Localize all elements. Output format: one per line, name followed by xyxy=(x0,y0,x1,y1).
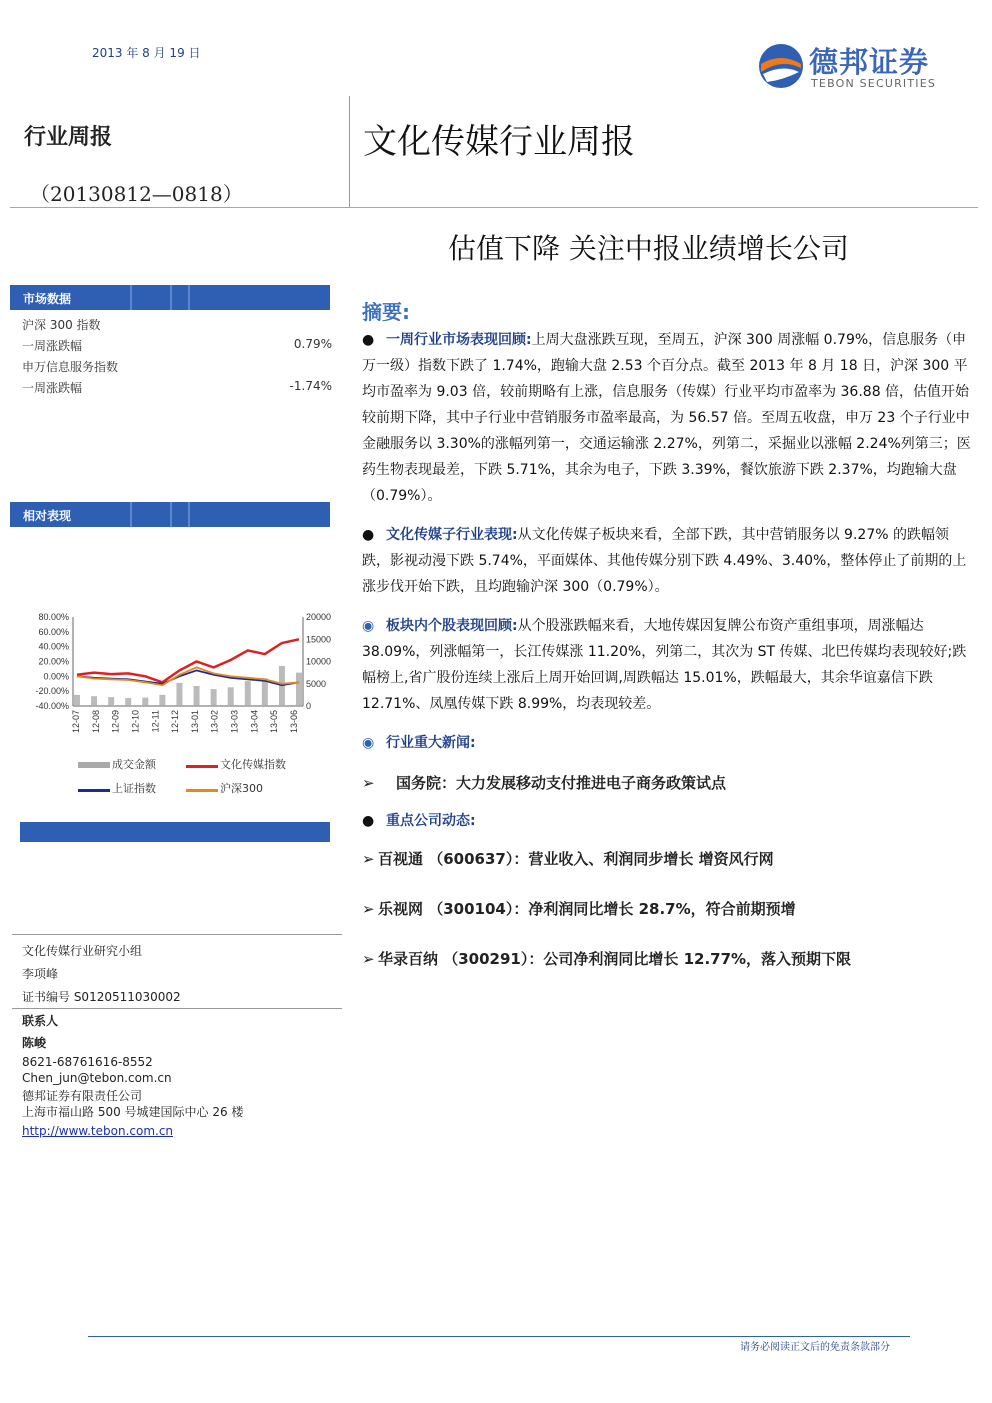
company-heading: ● 重点公司动态: xyxy=(362,813,476,829)
legend-swatch xyxy=(78,789,110,792)
paragraph-body: 上周大盘涨跌互现，至周五，沪深 300 周涨幅 0.79%，信息服务（申万一级）指数下跌了 1.74%，跑输大盘 2.53 个百分点。截至 2013 年 8 月 18 日，沪深 300 平均市盈率为 9.03 倍，较前期略有上涨，信息服务（传媒）行业平均市盈率为 36.88 倍，估值开始较前期下降，其中子行业中营销服务市盈率最高，为 56.57 倍。至周五收盘，申万 23 个子行业中金融服务以 3.30%的涨幅列第一，交通运输涨 2.27%，列第二，采掘业以涨幅 2.24%列第三；医药生物表现最差，下跌 5.71%，其余为电子，下跌 3.39%，餐饮旅游下跌 2.37%，均跑输大盘（0.79%）。 xyxy=(362,332,971,504)
chart-svg xyxy=(18,600,340,810)
logo-cn: 德邦证券 xyxy=(809,45,930,79)
y-left-tick-label: 0.00% xyxy=(43,671,69,682)
x-tick-label: 13-03 xyxy=(229,710,240,734)
market-label: 一周涨跌幅 xyxy=(22,381,83,395)
legend-swatch xyxy=(78,762,110,768)
main-title: 文化传媒行业周报 xyxy=(363,122,635,162)
paragraph-heading: 板块内个股表现回顾: xyxy=(386,618,518,634)
x-tick-label: 13-02 xyxy=(209,710,220,734)
contact-name: 陈峻 xyxy=(22,1036,47,1050)
y-left-tick-label: 60.00% xyxy=(38,626,69,637)
legend-label: 沪深300 xyxy=(220,782,263,795)
x-tick-label: 13-04 xyxy=(249,710,260,734)
x-tick-label: 12-09 xyxy=(110,710,121,734)
analyst-name: 李项峰 xyxy=(22,967,59,981)
market-label: 申万信息服务指数 xyxy=(22,360,119,374)
news-heading: ◉ 行业重大新闻: xyxy=(362,735,476,751)
legend-label: 上证指数 xyxy=(112,782,156,795)
relative-performance-header: 相对表现 xyxy=(10,502,330,527)
volume-bar xyxy=(245,681,251,706)
volume-bar xyxy=(108,697,114,706)
x-tick-label: 12-08 xyxy=(90,710,101,734)
legend-label: 成交金额 xyxy=(112,758,156,771)
volume-bar xyxy=(194,686,200,706)
sidebar-blue-bar xyxy=(20,822,330,842)
y-right-tick-label: 20000 xyxy=(306,612,332,622)
company-item: ➢ 百视通 （600637）：营业收入、利润同步增长 增资风行网 xyxy=(362,850,774,868)
abstract-heading: 摘要: xyxy=(362,300,410,324)
series-line-0 xyxy=(77,639,299,682)
volume-bar xyxy=(228,687,234,706)
paragraph-body: 从个股涨跌幅来看，大地传媒因复牌公布资产重组事项，周涨幅达 38.09%，列涨幅第一，长江传媒涨 11.20%，列第二，其次为 ST 传媒、北巴传媒均表现较好;跌幅榜上,省广股份连续上涨后上周开始回调,周跌幅达 15.01%，跌幅最大，其余华谊嘉信下跌 12.71%、凤凰传媒下跌 8.99%，均表现较差。 xyxy=(362,618,967,712)
volume-bar xyxy=(142,698,148,706)
website-link[interactable]: http://www.tebon.com.cn xyxy=(22,1124,174,1138)
volume-bar xyxy=(262,678,268,706)
legend-label: 文化传媒指数 xyxy=(220,758,286,771)
y-left-tick-label: 20.00% xyxy=(38,656,69,667)
y-left-tick-label: -40.00% xyxy=(35,701,69,711)
report-date: 2013 年 8 月 19 日 xyxy=(92,46,201,60)
logo-en: TEBON SECURITIES xyxy=(811,77,937,90)
sub-title: 估值下降 关注中报业绩增长公司 xyxy=(448,232,849,265)
volume-bar xyxy=(296,673,302,706)
y-left-tick-label: 80.00% xyxy=(38,612,69,622)
x-tick-label: 13-01 xyxy=(189,710,200,734)
volume-bar xyxy=(91,696,97,706)
y-left-tick-label: 40.00% xyxy=(38,641,69,652)
y-right-tick-label: 15000 xyxy=(306,634,332,645)
paragraph-market-review: ● 一周行业市场表现回顾:上周大盘涨跌互现，至周五，沪深 300 周涨幅 0.79%，信息服务（申万一级）指数下跌了 1.74%，跑输大盘 2.53 个百分点。截至 2013 年 8 月 18 日，沪深 300 平均市盈率为 9.03 倍，较前期略有上涨，信息服务（传媒）行业平均市盈率为 36.88 倍，估值开始较前期下降，其中子行业中营销服务市盈率最高，为 56.57 倍。至周五收盘，申万 23 个子行业中金融服务以 3.30%的涨幅列第一，交通运输涨 2.27%，列第二，采掘业以涨幅 2.24%列第三；医药生物表现最差，下跌 5.71%，其余为电子，下跌 3.39%，餐饮旅游下跌 2.37%，均跑输大盘（0.79%）。 xyxy=(362,332,971,504)
relative-performance-chart xyxy=(18,600,340,810)
x-tick-label: 13-05 xyxy=(269,710,280,734)
team-name: 文化传媒行业研究小组 xyxy=(22,944,143,958)
footer-rule xyxy=(88,1336,910,1337)
volume-bar xyxy=(176,683,182,706)
x-tick-label: 12-10 xyxy=(130,710,141,734)
legend-swatch xyxy=(186,789,218,792)
tebon-logo xyxy=(757,40,957,92)
y-right-tick-label: 5000 xyxy=(306,678,327,689)
report-period: （20130812—0818） xyxy=(30,182,243,206)
volume-bar xyxy=(211,689,217,706)
paragraph-heading: 文化传媒子行业表现: xyxy=(386,527,518,543)
contact-email: Chen_jun@tebon.com.cn xyxy=(22,1071,172,1085)
y-right-tick-label: 0 xyxy=(306,701,312,711)
company-item: ➢ 乐视网 （300104）：净利润同比增长 28.7%，符合前期预增 xyxy=(362,900,796,918)
market-value: 0.79% xyxy=(293,337,332,351)
contact-label: 联系人 xyxy=(22,1014,59,1028)
market-label: 沪深 300 指数 xyxy=(22,318,101,332)
paragraph-heading: 一周行业市场表现回顾: xyxy=(386,332,532,348)
company-item: ➢ 华录百纳 （300291）：公司净利润同比增长 12.77%，落入预期下限 xyxy=(362,950,852,968)
x-tick-label: 12-11 xyxy=(150,710,161,733)
news-item: ➢ 国务院：大力发展移动支付推进电子商务政策试点 xyxy=(362,774,727,792)
volume-bar xyxy=(125,698,131,706)
logo-mark-icon xyxy=(757,42,805,90)
market-value: -1.74% xyxy=(289,379,332,393)
report-type: 行业周报 xyxy=(24,125,113,150)
paragraph-subsector: ● 文化传媒子行业表现:从文化传媒子板块来看，全部下跌，其中营销服务以 9.27% 的跌幅领跌，影视动漫下跌 5.74%，平面媒体、其他传媒分别下跌 4.49%、3.40%，整体停止了前期的上涨步伐开始下跌，且均跑输沪深 300（0.79%）。 xyxy=(362,527,967,595)
volume-bar xyxy=(159,695,165,706)
footer-disclaimer: 请务必阅读正文后的免责条款部分 xyxy=(740,1342,890,1353)
header-rule xyxy=(10,207,978,208)
company-name: 德邦证券有限责任公司 xyxy=(22,1089,143,1103)
market-label: 一周涨跌幅 xyxy=(22,339,83,353)
paragraph-body: 从文化传媒子板块来看，全部下跌，其中营销服务以 9.27% 的跌幅领跌，影视动漫下跌 5.74%，平面媒体、其他传媒分别下跌 4.49%、3.40%，整体停止了前期的上涨步伐开始下跌，且均跑输沪深 300（0.79%）。 xyxy=(362,527,967,595)
y-right-tick-label: 10000 xyxy=(306,656,332,667)
x-tick-label: 12-07 xyxy=(71,710,81,734)
team-divider xyxy=(12,1008,342,1009)
market-data-header: 市场数据 xyxy=(10,285,330,310)
y-left-tick-label: -20.00% xyxy=(35,686,69,697)
volume-bar xyxy=(74,695,80,706)
x-tick-label: 12-12 xyxy=(170,710,181,734)
legend-swatch xyxy=(186,765,218,768)
team-divider xyxy=(12,934,342,935)
x-tick-label: 13-06 xyxy=(289,710,299,734)
paragraph-stocks: ◉ 板块内个股表现回顾:从个股涨跌幅来看，大地传媒因复牌公布资产重组事项，周涨幅达 38.09%，列涨幅第一，长江传媒涨 11.20%，列第二，其次为 ST 传媒、北巴传媒均表现较好;跌幅榜上,省广股份连续上涨后上周开始回调,周跌幅达 15.01%，跌幅最大，其余华谊嘉信下跌 12.71%、凤凰传媒下跌 8.99%，均表现较差。 xyxy=(362,618,967,712)
contact-phone: 8621-68761616-8552 xyxy=(22,1055,153,1069)
header-divider xyxy=(349,96,350,208)
company-address: 上海市福山路 500 号城建国际中心 26 楼 xyxy=(22,1105,244,1119)
cert-number: 证书编号 S0120511030002 xyxy=(22,990,181,1004)
